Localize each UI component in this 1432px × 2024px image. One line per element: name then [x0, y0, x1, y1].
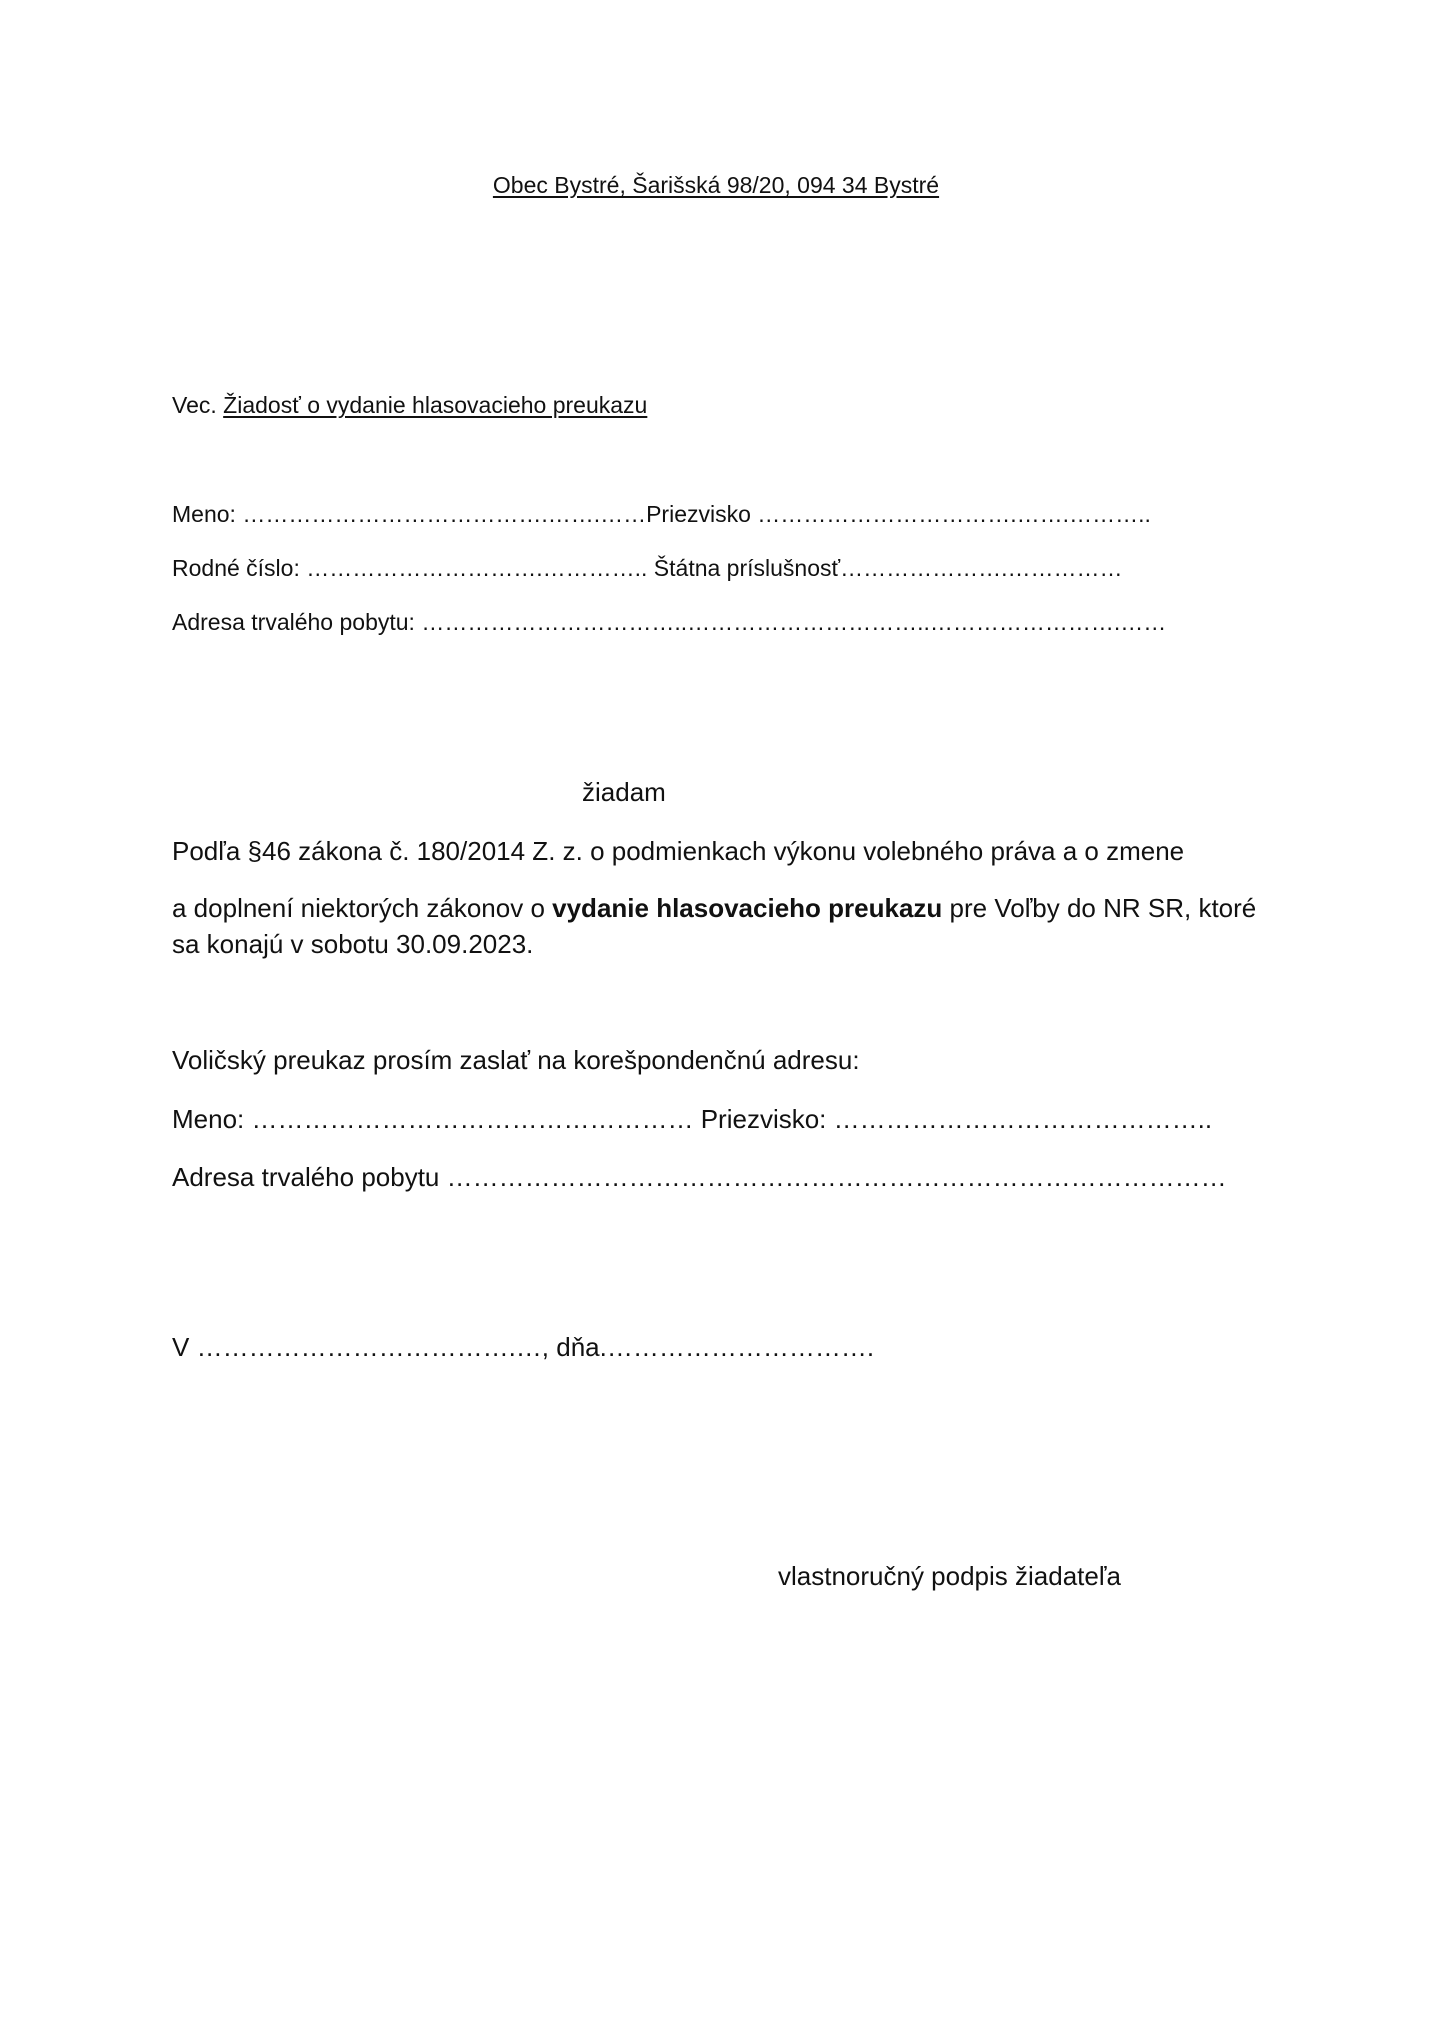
applicant-name-field: Meno: ………………………………….…….……Priezvisko …………………………….…….……….. [172, 501, 1151, 527]
request-text-before: a doplnení niektorých zákonov o [172, 893, 553, 923]
request-heading: žiadam [582, 777, 666, 807]
request-text-after: pre Voľby do NR SR, ktoré [942, 893, 1257, 923]
subject-title: Žiadosť o vydanie hlasovacieho preukazu [223, 392, 648, 418]
mailing-address-field: Adresa trvalého pobytu ……………………………………………………………………………… [172, 1162, 1227, 1192]
request-paragraph-line-3: sa konajú v sobotu 30.09.2023. [172, 929, 534, 959]
mailing-name-field: Meno: …………………………………………… Priezvisko: …………………………………….. [172, 1104, 1213, 1134]
mailing-intro: Voličský preukaz prosím zaslať na korešpondenčnú adresu: [172, 1045, 860, 1075]
request-paragraph-line-1: Podľa §46 zákona č. 180/2014 Z. z. o podmienkach výkonu volebného práva a o zmene [172, 836, 1185, 866]
request-text-bold: vydanie hlasovacieho preukazu [552, 893, 943, 923]
applicant-birth-number-field: Rodné číslo: ………………………….………….. Štátna príslušnosť………………….…………… [172, 555, 1123, 581]
municipality-address: Obec Bystré, Šarišská 98/20, 094 34 Bystré [492, 172, 940, 198]
subject-line [172, 392, 647, 419]
subject-prefix: Vec. [172, 392, 217, 418]
signature-label: vlastnoručný podpis žiadateľa [778, 1561, 1121, 1591]
place-date-field: V ……………………………….…, dňa.…………………………. [172, 1332, 875, 1362]
applicant-address-field: Adresa trvalého pobytu: ……………………………..…………………………..…………………….…… [172, 609, 1167, 635]
request-paragraph-line-2 [172, 893, 1256, 924]
